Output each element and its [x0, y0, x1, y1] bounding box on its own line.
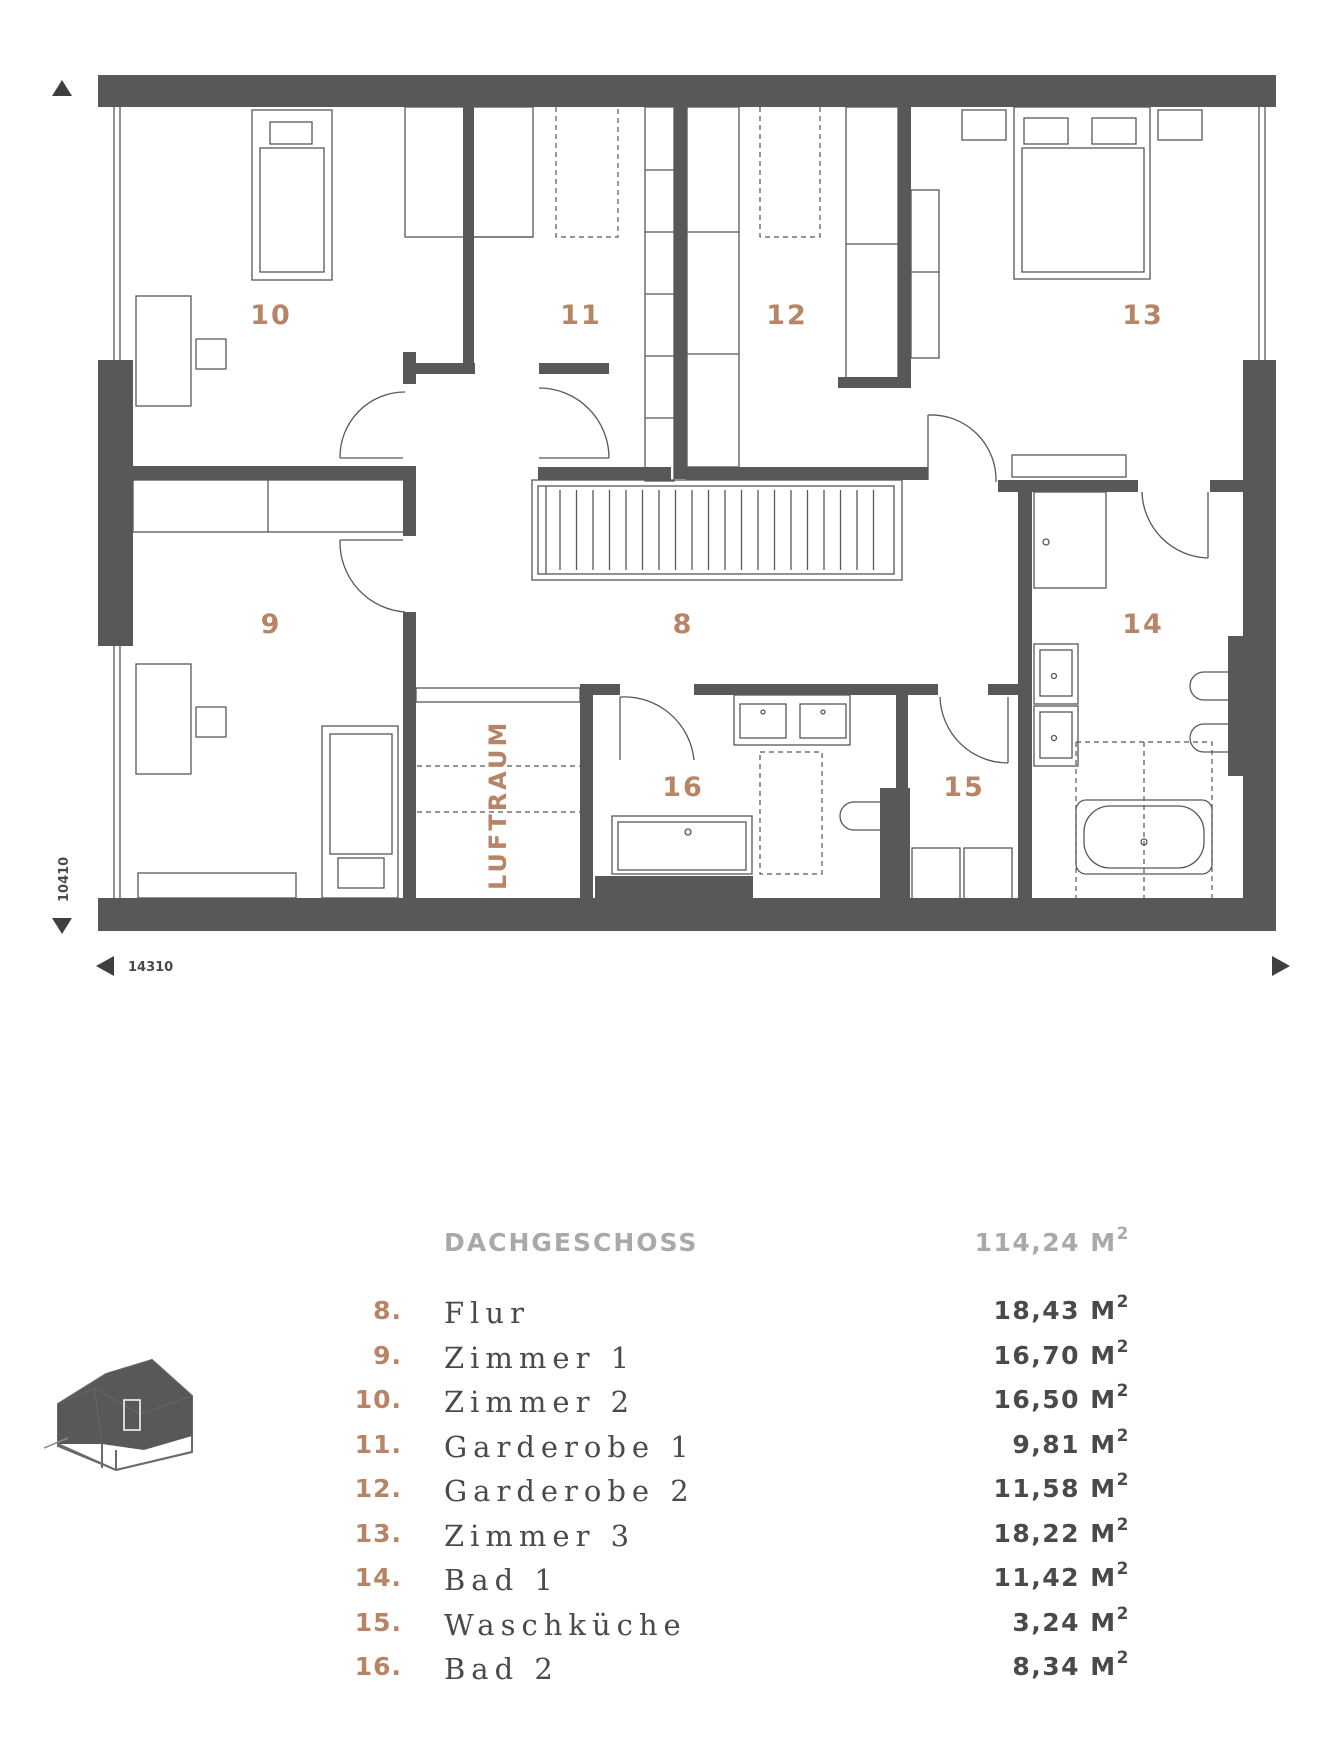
- room-number: 12.: [354, 1474, 402, 1503]
- arrow-up-icon: [52, 80, 72, 96]
- room-label-10: 10: [250, 300, 292, 331]
- room-area: 9,81 $M^2$: [1012, 1425, 1130, 1459]
- room-area: 8,34 $M^2$: [1012, 1648, 1130, 1681]
- room-name: Zimmer 1: [444, 1340, 636, 1375]
- table-row: [0, 1381, 1340, 1425]
- room-label-13: 13: [1122, 300, 1164, 331]
- room-area: 3,24 $M^2$: [1012, 1603, 1130, 1637]
- room-name: Garderobe 2: [444, 1474, 695, 1508]
- room-area: 11,42 $M^2$: [993, 1559, 1130, 1592]
- room-name: Zimmer 2: [444, 1385, 636, 1419]
- table-row: [0, 1292, 1340, 1336]
- room-label-14: 14: [1122, 609, 1164, 640]
- house-icon: [44, 1344, 194, 1474]
- room-label-11: 11: [560, 300, 602, 331]
- room-name: Bad 1: [444, 1563, 559, 1597]
- stair-treads: [560, 490, 874, 570]
- room-label-16: 16: [662, 772, 704, 803]
- room-number: 14.: [354, 1563, 402, 1592]
- room-label-8: 8: [672, 609, 694, 640]
- room-name: Bad 2: [444, 1652, 559, 1686]
- room-label-15: 15: [943, 772, 985, 803]
- room-name: Waschküche: [444, 1607, 687, 1642]
- table-row: [0, 1603, 1340, 1648]
- room-area: 16,70 $M^2$: [993, 1336, 1130, 1370]
- room-area: 11,58 $M^2$: [993, 1470, 1130, 1503]
- height-dimension: 10410: [57, 856, 72, 902]
- room-number: 15.: [354, 1607, 402, 1637]
- table-row: [0, 1425, 1340, 1470]
- room-number: 8.: [373, 1296, 402, 1325]
- room-name: Flur: [444, 1296, 530, 1330]
- arrow-down-icon: [52, 918, 72, 934]
- table-row: [0, 1514, 1340, 1559]
- room-number: 13.: [354, 1518, 402, 1548]
- floor-total-area: 114,24 $M^2$: [974, 1224, 1130, 1257]
- room-area: 18,43 $M^2$: [993, 1292, 1130, 1325]
- width-dimension: 14310: [128, 960, 174, 975]
- room-number: 9.: [373, 1340, 402, 1370]
- luftraum-label: LUFTRAUM: [484, 719, 512, 890]
- room-number: 16.: [354, 1652, 402, 1681]
- room-number: 10.: [354, 1385, 402, 1414]
- room-label-12: 12: [766, 300, 808, 331]
- room-area: 18,22 $M^2$: [993, 1514, 1130, 1548]
- table-row: [0, 1470, 1340, 1514]
- table-row: [0, 1648, 1340, 1692]
- room-name: Zimmer 3: [444, 1518, 636, 1553]
- room-name: Garderobe 1: [444, 1429, 695, 1464]
- room-area: 16,50 $M^2$: [993, 1381, 1130, 1414]
- arrow-right-icon: [1272, 956, 1290, 976]
- table-header: [0, 1224, 1340, 1268]
- room-label-9: 9: [260, 609, 282, 640]
- room-number: 11.: [354, 1429, 402, 1459]
- table-row: [0, 1336, 1340, 1381]
- hidden-lines: [417, 107, 1212, 902]
- table-row: [0, 1559, 1340, 1603]
- arrow-left-icon: [96, 956, 114, 976]
- floor-name: DACHGESCHOSS: [444, 1228, 699, 1257]
